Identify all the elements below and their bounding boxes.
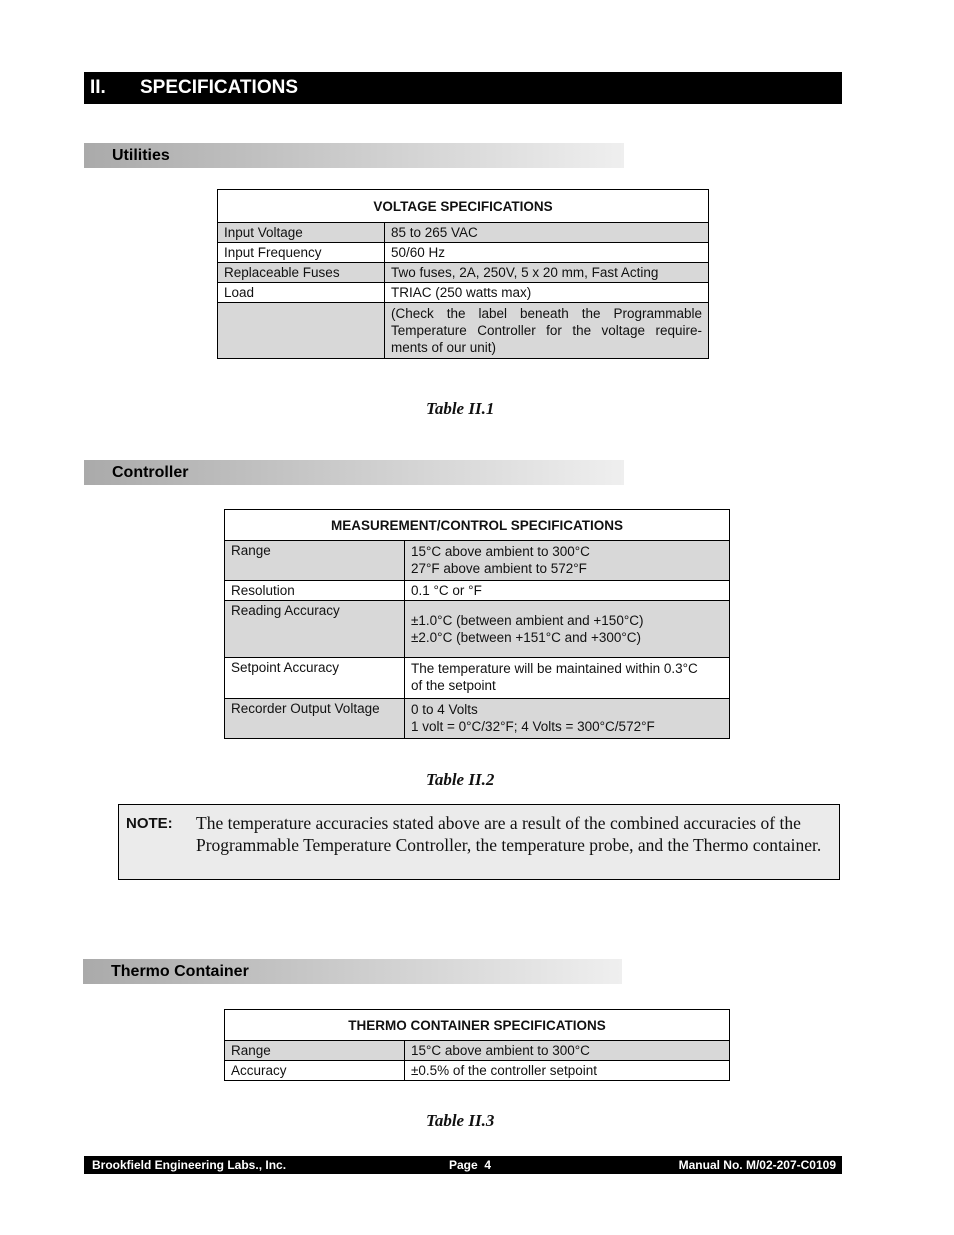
section-number: II. [90,77,106,98]
voltage-table-title: VOLTAGE SPECIFICATIONS [218,190,709,223]
value-line: 0.1 °C or °F [411,583,482,598]
voltage-spec-table [217,189,709,359]
thermo-spec-table [224,1009,730,1081]
controller-heading-bar [84,460,624,485]
table-row [218,223,709,243]
row-value: 50/60 Hz [385,243,709,263]
row-value: (Check the label beneath the Programmable Temperature Controller for the voltage require-ments of our unit) [385,303,709,359]
thermo-table-title: THERMO CONTAINER SPECIFICATIONS [225,1010,730,1041]
table-row [218,283,709,303]
table-caption: Table II.3 [426,1111,495,1130]
page-footer [84,1156,842,1174]
table-row [218,243,709,263]
section-header [84,72,842,104]
value-line: ±2.0°C (between +151°C and +300°C) [411,630,641,645]
row-value: TRIAC (250 watts max) [385,283,709,303]
row-label: Load [218,283,385,303]
row-label: Resolution [225,581,405,601]
note-label: NOTE: [126,815,173,832]
section-title: SPECIFICATIONS [140,77,298,98]
value-line: ±1.0°C (between ambient and +150°C) [411,613,644,628]
controller-heading: Controller [112,464,189,481]
measurement-spec-table [224,509,730,739]
row-value [405,658,730,699]
table-row [225,1041,730,1061]
table-row [218,303,709,359]
value-line: 15°C above ambient to 300°C [411,544,590,559]
utilities-heading-bar [84,143,624,168]
table-row [225,541,730,581]
table-row [218,263,709,283]
row-label: Input Voltage [218,223,385,243]
utilities-heading: Utilities [112,147,170,164]
footer-company: Brookfield Engineering Labs., Inc. [92,1158,287,1172]
row-label: Replaceable Fuses [218,263,385,283]
row-value: 15°C above ambient to 300°C [405,1041,730,1061]
row-label: Range [225,541,405,581]
row-label: Accuracy [225,1061,405,1081]
value-line: 1 volt = 0°C/32°F; 4 Volts = 300°C/572°F [411,719,655,734]
table-caption: Table II.1 [426,399,495,418]
value-line: 27°F above ambient to 572°F [411,561,587,576]
row-label: Reading Accuracy [225,601,405,658]
row-value [405,699,730,739]
measurement-table-title: MEASUREMENT/CONTROL SPECIFICATIONS [225,510,730,541]
table-row [225,581,730,601]
row-value: 85 to 265 VAC [385,223,709,243]
thermo-heading-bar [83,959,622,984]
row-label: Input Frequency [218,243,385,263]
table-row [225,699,730,739]
value-line: The temperature will be maintained within 0.3°C [411,661,698,676]
table-row [225,601,730,658]
row-value: Two fuses, 2A, 250V, 5 x 20 mm, Fast Acting [385,263,709,283]
table-row [225,658,730,699]
note-text: The temperature accuracies stated above are a result of the combined accuracies of the Programmable Temperature Controller, the temperature probe, and the Thermo container. [196,813,822,855]
row-value [405,541,730,581]
table-caption: Table II.2 [426,770,495,789]
value-line: 0 to 4 Volts [411,702,478,717]
row-label: Setpoint Accuracy [225,658,405,699]
row-label: Range [225,1041,405,1061]
footer-page-number: Page 4 [449,1158,492,1172]
row-value [405,601,730,658]
value-line: of the setpoint [411,678,496,693]
row-value [405,581,730,601]
thermo-heading: Thermo Container [111,963,249,980]
table-row [225,1061,730,1081]
footer-manual-number: Manual No. M/02-207-C0109 [678,1158,836,1172]
row-label: Recorder Output Voltage [225,699,405,739]
row-label [218,303,385,359]
note-box [118,804,840,880]
row-value: ±0.5% of the controller setpoint [405,1061,730,1081]
